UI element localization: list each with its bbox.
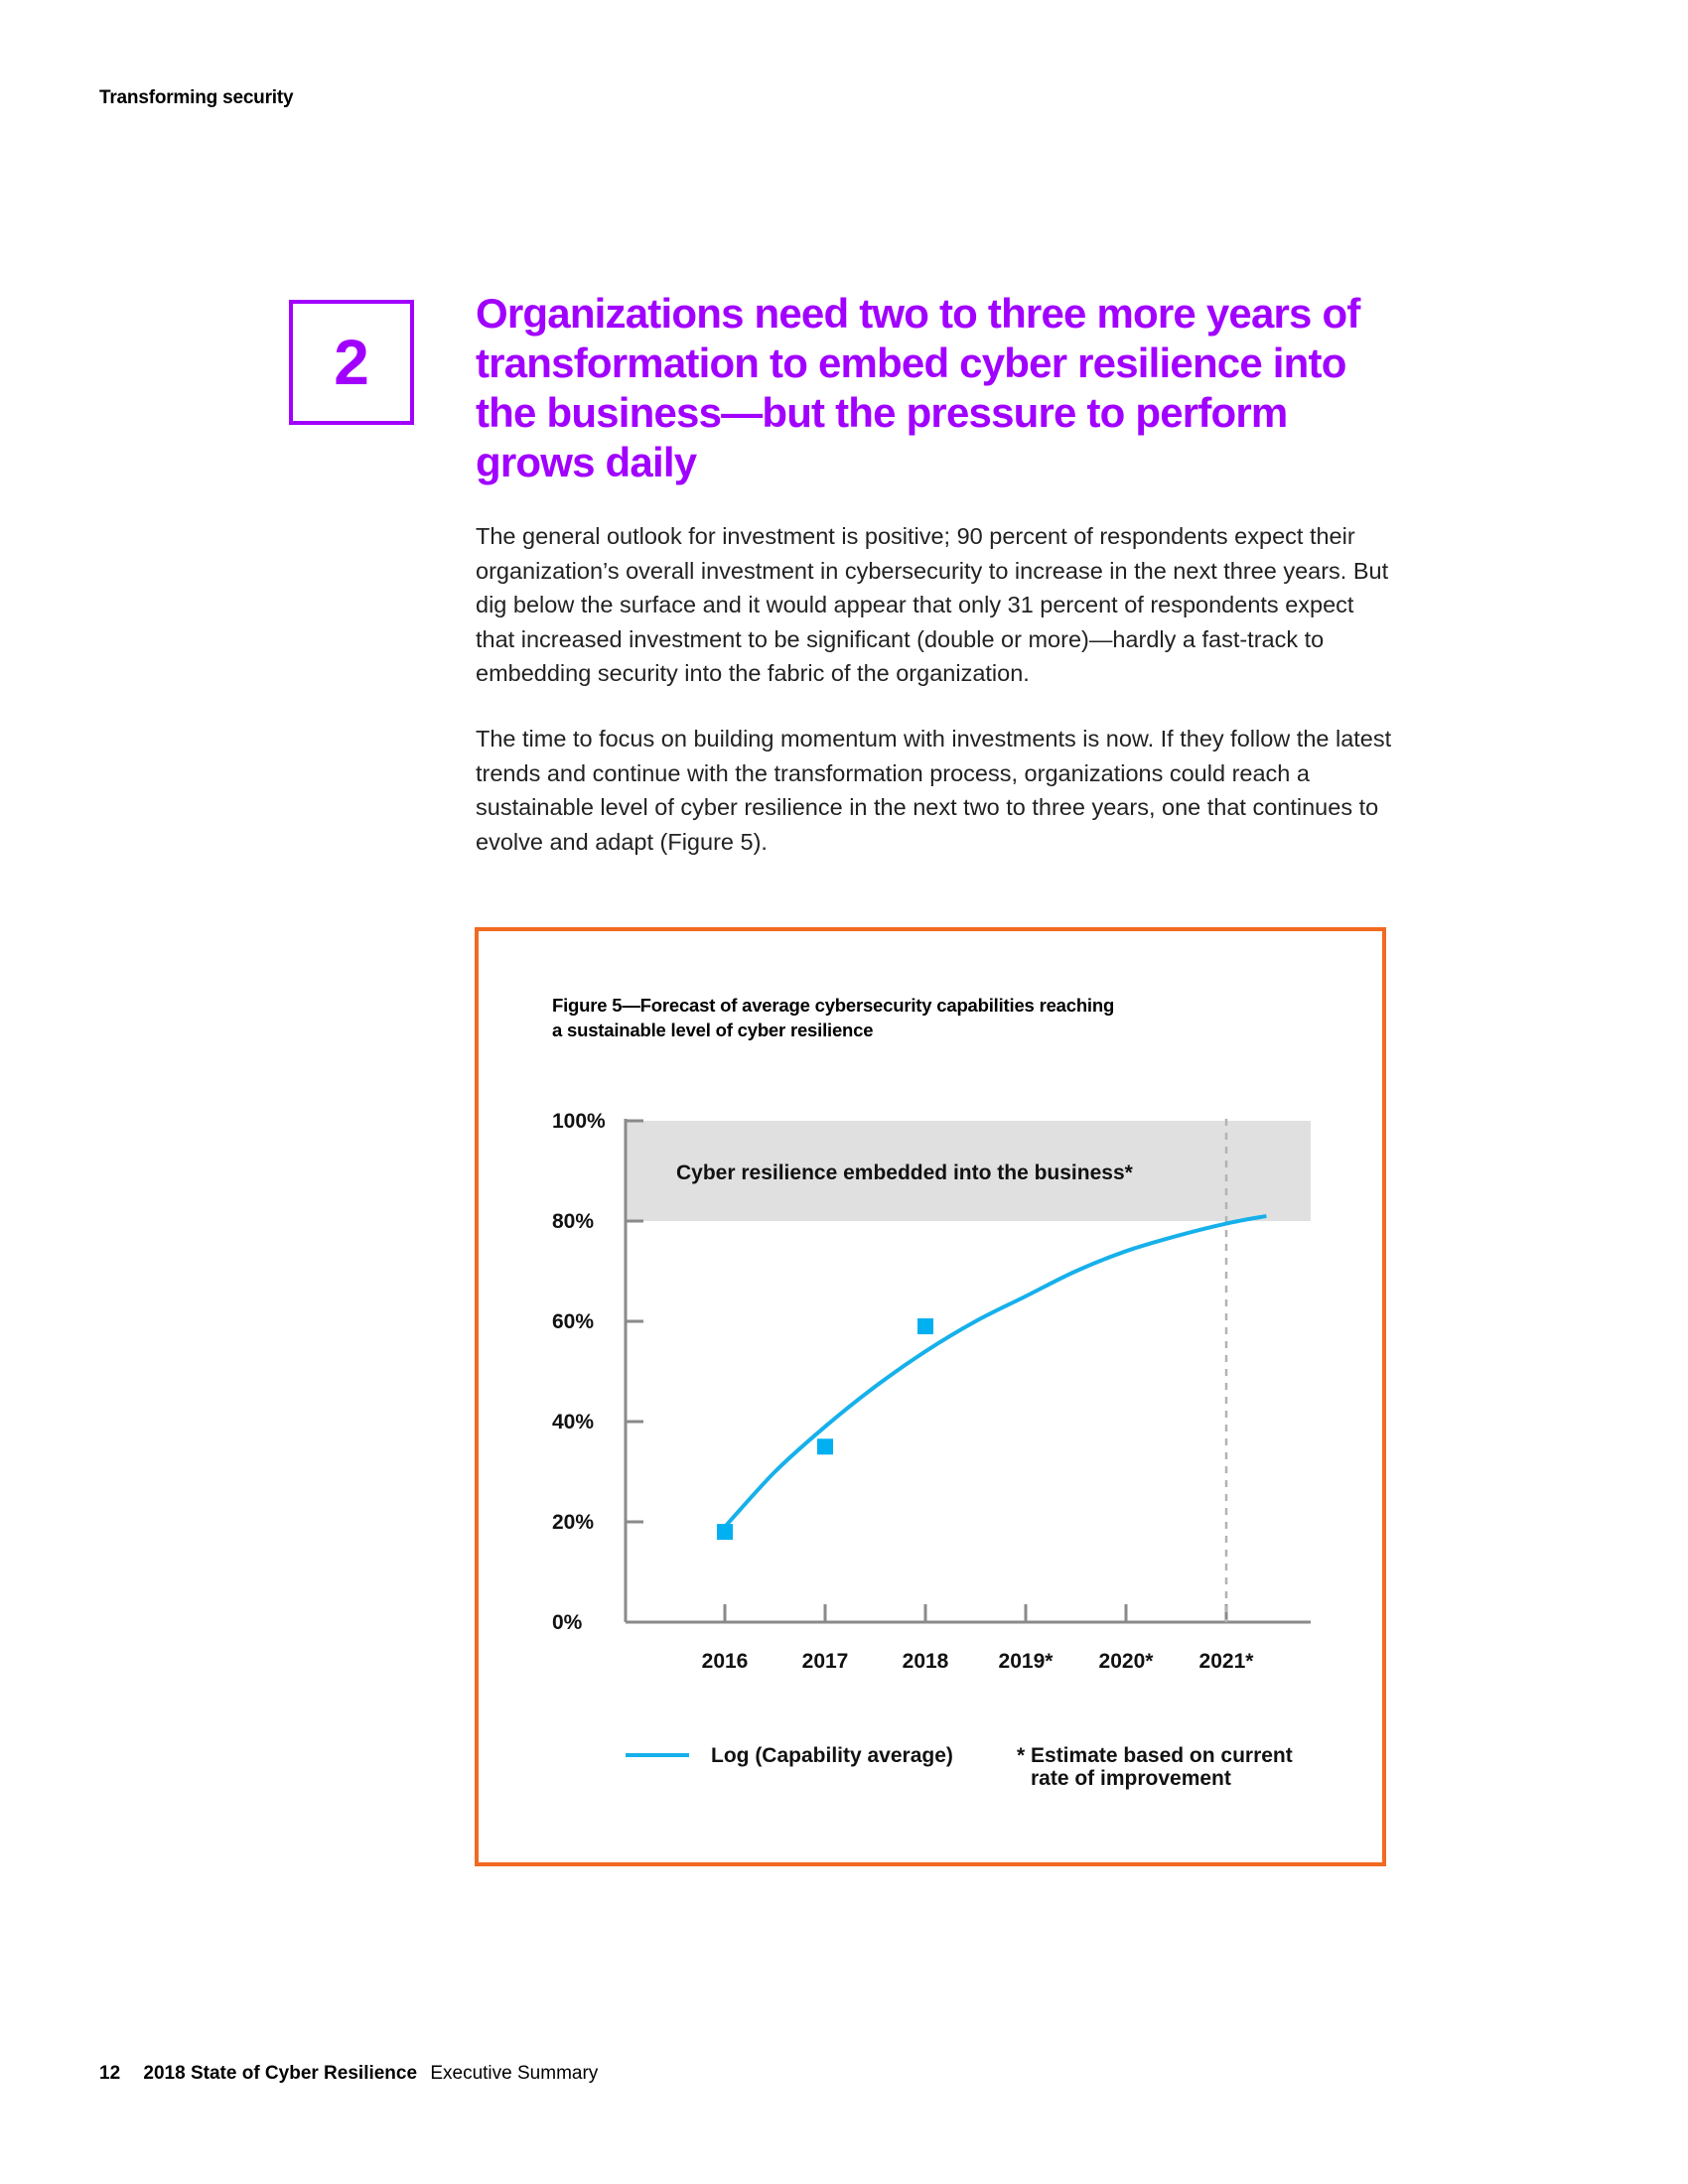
band-label: Cyber resilience embedded into the business* (676, 1161, 1133, 1184)
figure-title-line-2: a sustainable level of cyber resilience (552, 1020, 874, 1040)
section-number: 2 (334, 327, 369, 398)
data-point (717, 1524, 733, 1540)
x-tick-label: 2019* (998, 1650, 1054, 1673)
x-tick-label: 2017 (801, 1650, 849, 1673)
footer (99, 2063, 598, 2085)
doc-title: 2018 State of Cyber Resilience (143, 2063, 418, 2084)
y-tick-label: 0% (552, 1611, 583, 1634)
x-tick-label: 2016 (701, 1650, 749, 1673)
doc-subtitle: Executive Summary (430, 2063, 599, 2084)
y-tick-label: 40% (552, 1411, 595, 1433)
paragraph-2: The time to focus on building momentum with investments is now. If they follow the latest trends and continue with the transformation process, organizations could reach a sustainable level of cyber resilience in the next two to three years, one that continues to evolve and adapt (Figure 5). (476, 726, 1392, 855)
legend-label: Log (Capability average) (711, 1744, 953, 1767)
y-tick-label: 60% (552, 1310, 595, 1333)
trend-line (725, 1216, 1266, 1527)
x-tick-label: 2018 (902, 1650, 949, 1673)
headline: Organizations need two to three more years of transformation to embed cyber resilience into the business—but the pressure to perform grows daily (476, 290, 1360, 485)
figure-title-line-1: Figure 5—Forecast of average cybersecurity capabilities reaching (552, 995, 1115, 1016)
y-tick-label: 20% (552, 1511, 595, 1534)
paragraph-1: The general outlook for investment is positive; 90 percent of respondents expect their organization’s overall investment in cybersecurity to increase in the next three years. But dig below the surface and it would appear that only 31 percent of respondents expect that increased investment to be significant (double or more)—hardly a fast-track to embedding security into the fabric of the organization. (476, 523, 1389, 686)
section-label: Transforming security (99, 87, 294, 108)
page-number: 12 (99, 2063, 121, 2084)
data-point (817, 1438, 833, 1454)
data-point (917, 1318, 933, 1334)
y-tick-label: 80% (552, 1210, 595, 1233)
x-tick-label: 2020* (1098, 1650, 1154, 1673)
x-tick-label: 2021* (1198, 1650, 1254, 1673)
y-tick-label: 100% (552, 1110, 606, 1133)
estimate-note-line-2: rate of improvement (1031, 1767, 1231, 1790)
estimate-note: * Estimate based on current (1017, 1744, 1293, 1767)
